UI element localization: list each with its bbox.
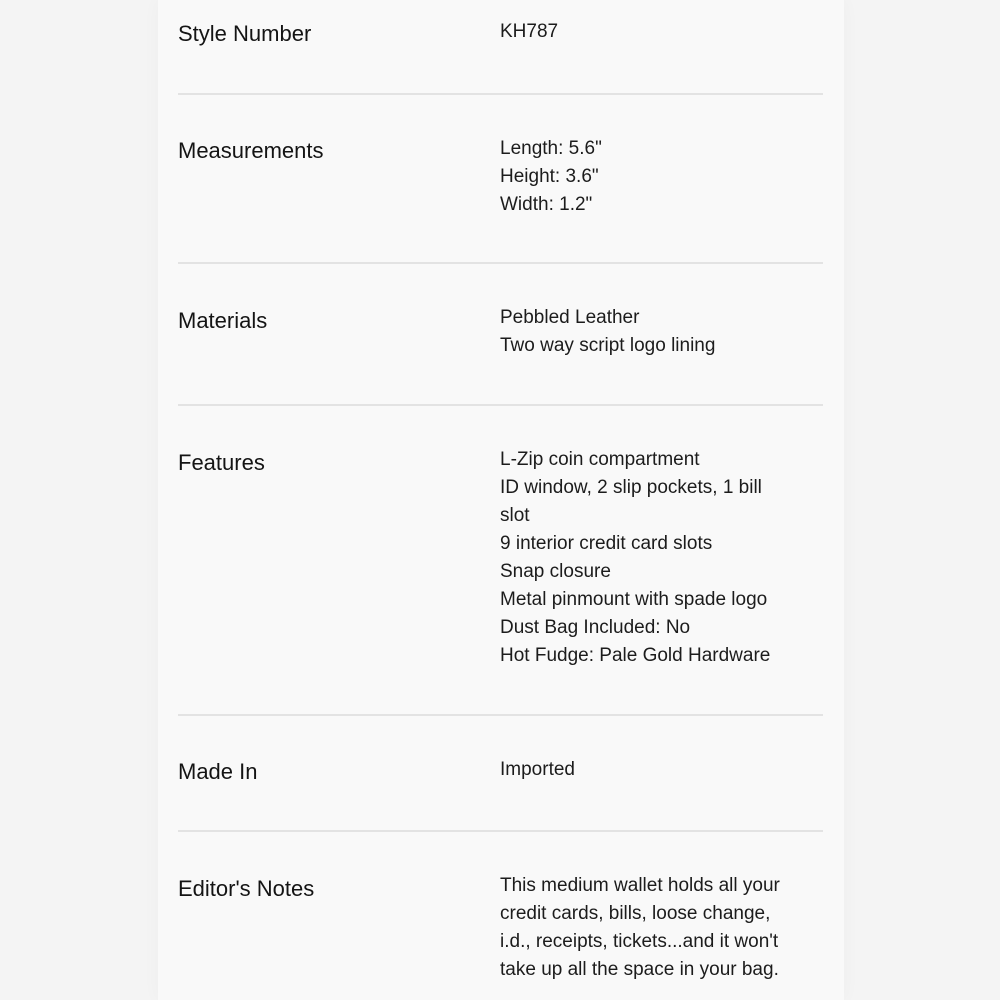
- divider: [178, 830, 823, 832]
- spec-value-line: Length: 5.6": [500, 138, 602, 159]
- spec-value: [500, 872, 820, 984]
- spec-value: [500, 446, 820, 670]
- spec-value-line: Two way script logo lining: [500, 335, 716, 356]
- spec-value-line: slot: [500, 505, 530, 526]
- spec-value-line: Imported: [500, 759, 575, 780]
- spec-value-line: L-Zip coin compartment: [500, 449, 700, 470]
- spec-value-line: ID window, 2 slip pockets, 1 bill: [500, 477, 762, 498]
- spec-label: Editor's Notes: [178, 876, 315, 901]
- spec-value-line: Height: 3.6": [500, 166, 599, 187]
- spec-label: Style Number: [178, 21, 312, 46]
- divider: [178, 93, 823, 95]
- spec-value-line: Snap closure: [500, 561, 611, 582]
- spec-label: Features: [178, 450, 265, 475]
- spec-value: [500, 18, 820, 46]
- spec-value-line: Width: 1.2": [500, 194, 593, 215]
- product-details-panel: [158, 0, 844, 1000]
- spec-value-line: Dust Bag Included: No: [500, 617, 691, 638]
- spec-label: Measurements: [178, 138, 324, 163]
- spec-value-line: 9 interior credit card slots: [500, 533, 713, 554]
- spec-label: Made In: [178, 759, 258, 784]
- divider: [178, 714, 823, 716]
- spec-value-line: This medium wallet holds all your: [500, 875, 780, 896]
- divider: [178, 404, 823, 406]
- spec-value-line: take up all the space in your bag.: [500, 959, 779, 980]
- spec-value: [500, 756, 820, 784]
- spec-value-line: credit cards, bills, loose change,: [500, 903, 771, 924]
- spec-value: [500, 135, 820, 219]
- spec-value-line: i.d., receipts, tickets...and it won't: [500, 931, 779, 952]
- spec-value-line: Metal pinmount with spade logo: [500, 589, 768, 610]
- spec-value-line: Hot Fudge: Pale Gold Hardware: [500, 645, 771, 666]
- spec-value: [500, 304, 820, 360]
- spec-value-line: KH787: [500, 21, 559, 42]
- spec-label: Materials: [178, 308, 268, 333]
- divider: [178, 262, 823, 264]
- spec-value-line: Pebbled Leather: [500, 307, 640, 328]
